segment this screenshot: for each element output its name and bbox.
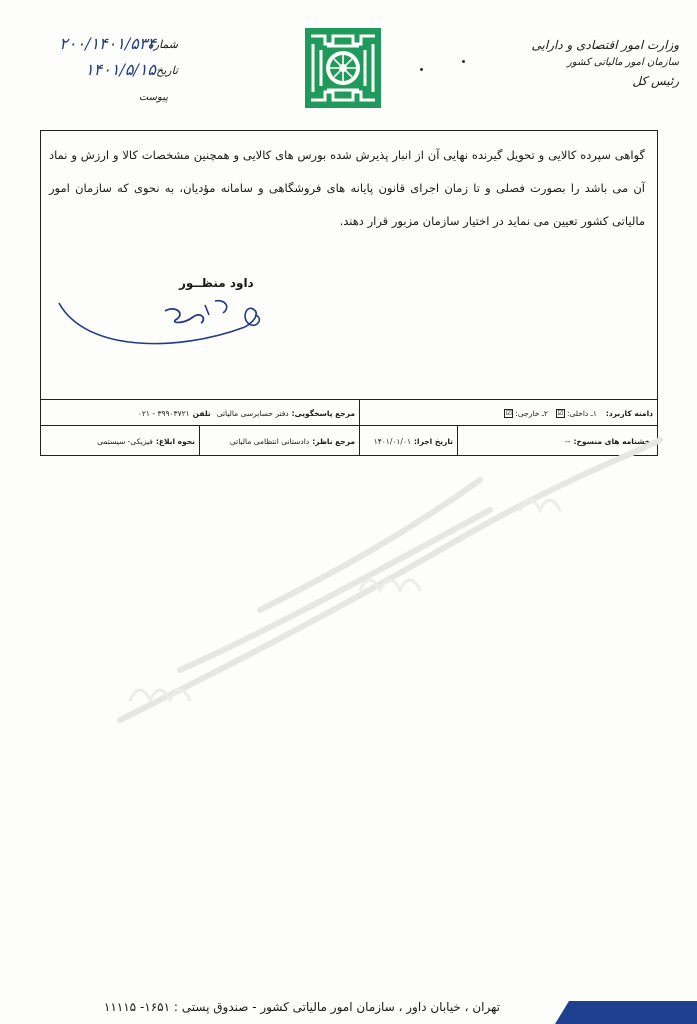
date-value: ۱۴۰۱/۵/۱۵: [85, 60, 156, 79]
exec-date-value: ۱۴۰۱/۰۱/۰۱: [373, 436, 411, 446]
number-label: شماره: [147, 38, 178, 51]
organization-name: سازمان امور مالیاتی کشور: [567, 57, 679, 68]
external-label: ۲ـ خارجی:: [515, 408, 548, 418]
response-label: مرجع پاسخگویی:: [291, 408, 355, 418]
speck: [420, 68, 423, 71]
tax-organization-logo-icon: [303, 26, 383, 110]
notify-label: نحوه ابلاغ:: [155, 436, 195, 446]
supervisor-cell: [199, 426, 359, 456]
watermark-icon: [60, 420, 680, 740]
letter-frame: [40, 130, 658, 456]
supervisor-label: مرجع ناظر:: [312, 436, 355, 446]
letter-meta: [18, 34, 178, 103]
exec-date-cell: [359, 426, 457, 456]
response-cell: [41, 400, 359, 426]
ministry-name: وزارت امور اقتصادی و دارایی: [531, 38, 679, 52]
scope-label: دامنه کاربرد:: [605, 408, 653, 418]
revoked-value: --: [565, 436, 571, 446]
phone-value: ۳۹۹۰۳۷۲۱ - ۰۲۱: [137, 408, 190, 418]
official-title: رئیس کل: [632, 74, 679, 88]
footer-band-icon: [555, 1001, 697, 1024]
notify-value: فیزیکی- سیستمی: [97, 436, 153, 446]
scope-cell: [359, 400, 657, 426]
notify-cell: [41, 426, 199, 456]
letter-number: [18, 34, 178, 60]
letter-body: گواهی سپرده کالایی و تحویل گیرنده نهایی آن از انبار پذیرش شده بورس های کالایی و همچنین مشخصات کالا و ارزش و نماد آن می باشد را بصورت فصلی و تا زمان اجرای قانون پایانه های فروشگاهی و سامانه مؤدیان، به نحوی که سازمان امور مالیاتی کشور تعیین می نماید در اختیار سازمان مزبور قرار دهند.: [49, 148, 645, 228]
number-value: ۲۰۰/۱۴۰۱/۵۳۴: [59, 34, 156, 53]
date-label: تاریخ: [156, 64, 178, 77]
exec-date-label: تاریخ اجرا:: [414, 436, 453, 446]
organization-header: [509, 36, 679, 90]
info-row-1: [41, 399, 657, 426]
signature-icon: [55, 291, 265, 361]
phone-label: تلفن: [192, 408, 211, 418]
speck: [462, 60, 465, 63]
response-value: دفتر حسابرسی مالیاتی: [216, 408, 289, 418]
internal-label: ۱ـ داخلی:: [566, 408, 597, 418]
internal-checkbox[interactable]: ☑: [557, 408, 564, 417]
revoked-label: بخشنامه های منسوخ:: [573, 436, 653, 446]
letter-date: [18, 60, 178, 86]
info-row-2: [41, 425, 657, 456]
external-checkbox[interactable]: ☑: [505, 408, 513, 417]
revoked-cell: [457, 426, 657, 456]
footer-address: تهران ، خیابان داور ، سازمان امور مالیاتی کشور - صندوق پستی : ۱۶۵۱- ۱۱۱۱۵: [103, 1000, 500, 1014]
attachment-label: پیوست: [138, 92, 168, 103]
supervisor-value: دادستانی انتظامی مالیاتی: [229, 436, 310, 446]
signer-name: داود منظــور: [179, 276, 254, 290]
